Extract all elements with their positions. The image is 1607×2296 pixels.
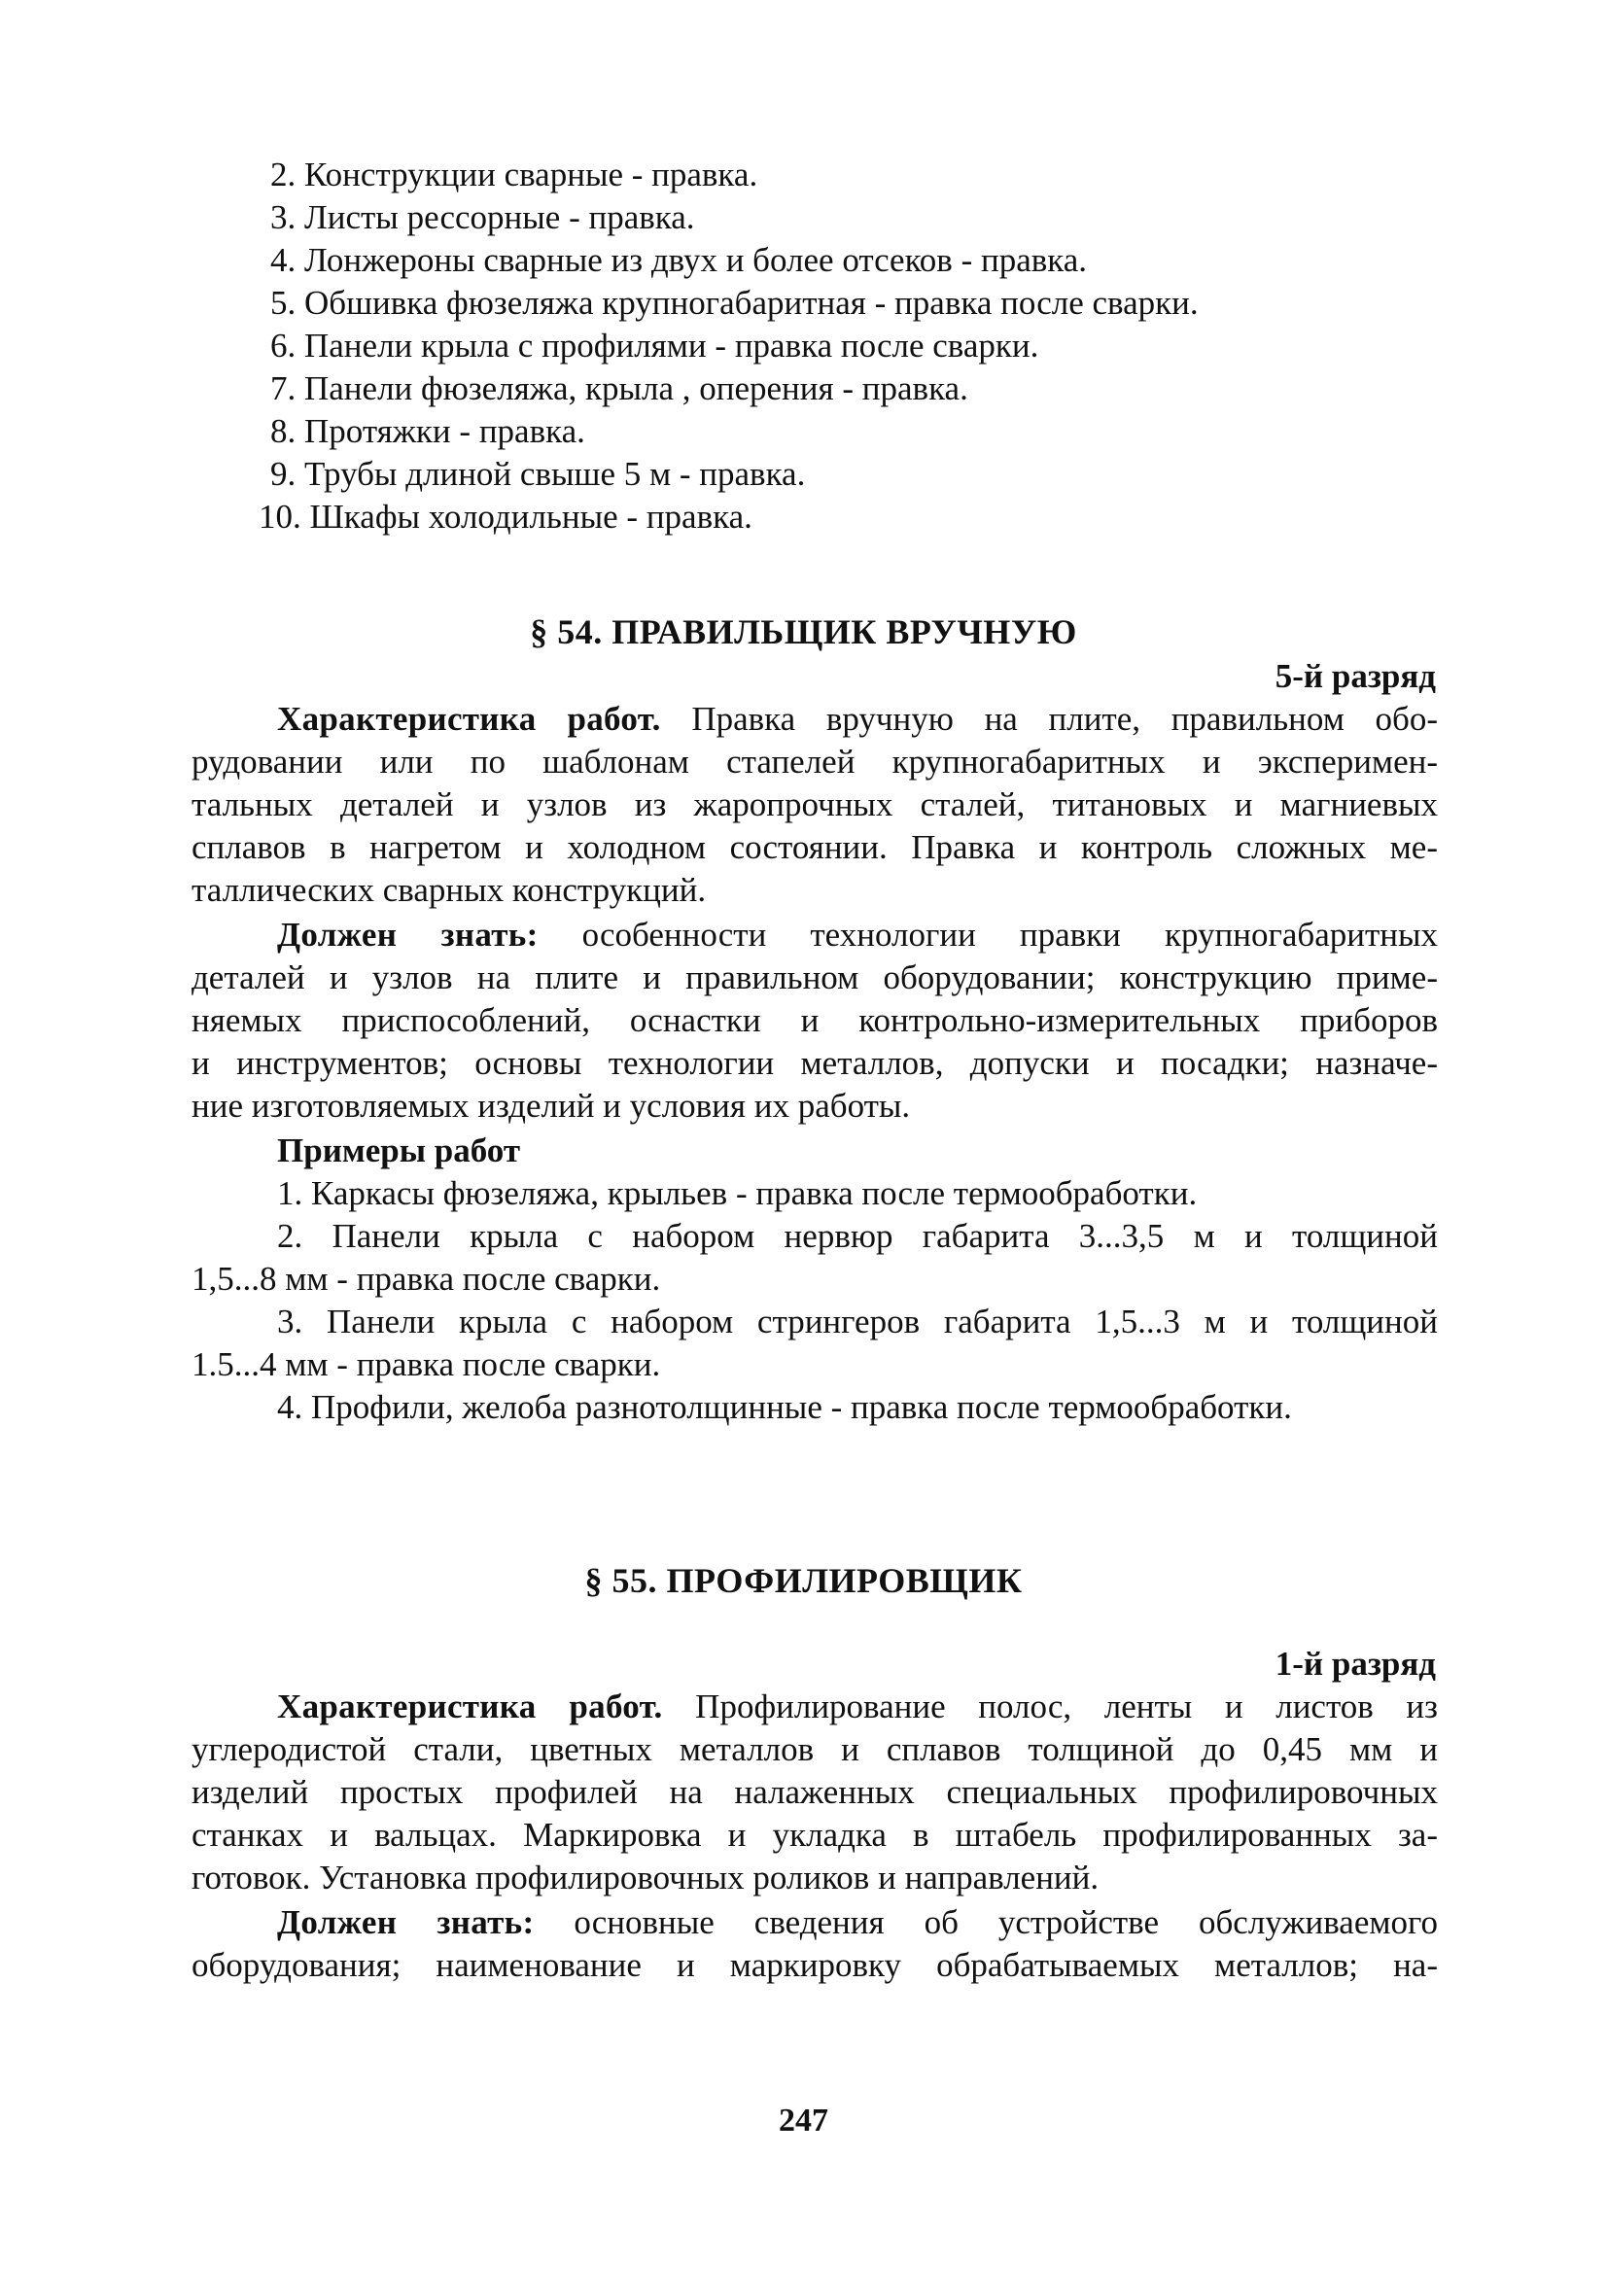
must-know-label: Должен знать:	[277, 1903, 535, 1941]
section-54-grade: 5-й разряд	[1275, 657, 1436, 695]
section-54-characteristics	[192, 698, 1438, 912]
paragraph-text: Профилирование полос, ленты и листов из	[662, 1687, 1438, 1725]
list-item: 1. Каркасы фюзеляжа, крыльев - правка после термообработки.	[277, 1174, 1198, 1212]
paragraph-text: станках и вальцах. Маркировка и укладка в штабель профилированных за-	[192, 1816, 1438, 1854]
paragraph-text: сплавов в нагретом и холодном состоянии. Правка и контроль сложных ме-	[192, 828, 1438, 866]
paragraph-text: и инструментов; основы технологии металлов, допуски и посадки; назначе-	[192, 1044, 1438, 1082]
list-item: 2. Панели крыла с набором нервюр габарита 3...3,5 м и толщиной	[277, 1217, 1438, 1255]
paragraph-text: Правка вручную на плите, правильном обо-	[660, 700, 1438, 738]
paragraph-text: готовок. Установка профилировочных роликов и направлений.	[192, 1859, 1100, 1896]
paragraph-text: ние изготовляемых изделий и условия их работы.	[192, 1087, 911, 1125]
section-55-characteristics	[192, 1686, 1438, 1899]
list-item: 3. Панели крыла с набором стрингеров габарита 1,5...3 м и толщиной	[277, 1303, 1438, 1340]
list-item: 6. Панели крыла с профилями - правка после сварки.	[270, 327, 1039, 365]
list-item: 5. Обшивка фюзеляжа крупногабаритная - правка после сварки.	[270, 284, 1199, 322]
paragraph-text: деталей и узлов на плите и правильном оборудовании; конструкцию приме-	[192, 958, 1438, 996]
section-54-heading: § 54. ПРАВИЛЬЩИК ВРУЧНУЮ	[530, 612, 1077, 651]
list-item: 4. Профили, желоба разнотолщинные - правка после термообработки.	[277, 1388, 1292, 1426]
paragraph-text: оборудования; наименование и маркировку обрабатываемых металлов; на-	[192, 1946, 1438, 1984]
paragraph-text: основные сведения об устройстве обслуживаемого	[534, 1903, 1439, 1941]
examples-heading: Примеры работ	[277, 1131, 521, 1169]
list-item: 7. Панели фюзеляжа, крыла , оперения - правка.	[270, 369, 968, 407]
list-item: 9. Трубы длиной свыше 5 м - правка.	[270, 455, 806, 493]
list-item: 4. Лонжероны сварные из двух и более отсеков - правка.	[270, 241, 1088, 279]
list-item: 2. Конструкции сварные - правка.	[270, 156, 758, 193]
section-55-grade: 1-й разряд	[1275, 1645, 1436, 1683]
paragraph-text: няемых приспособлений, оснастки и контрольно-измерительных приборов	[192, 1001, 1438, 1039]
must-know-label: Должен знать:	[277, 916, 539, 954]
characteristics-label: Характеристика работ.	[277, 700, 661, 738]
top-list	[259, 154, 1340, 539]
paragraph-text: тальных деталей и узлов из жаропрочных сталей, титановых и магниевых	[192, 785, 1438, 823]
paragraph-text: углеродистой стали, цветных металлов и сплавов толщиной до 0,45 мм и	[192, 1730, 1438, 1768]
section-55-heading: § 55. ПРОФИЛИРОВЩИК	[584, 1561, 1023, 1600]
section-55-must-know	[192, 1901, 1438, 1987]
section-54-must-know	[192, 914, 1438, 1128]
paragraph-text: таллических сварных конструкций.	[192, 871, 707, 909]
section-54-examples	[192, 1172, 1438, 1429]
page-number: 247	[779, 2103, 828, 2139]
list-item: 10. Шкафы холодильные - правка.	[259, 498, 752, 536]
list-item: 8. Протяжки - правка.	[270, 412, 585, 450]
list-item: 3. Листы рессорные - правка.	[270, 198, 695, 236]
list-item-continuation: 1.5...4 мм - правка после сварки.	[192, 1345, 661, 1383]
paragraph-text: особенности технологии правки крупногабаритных	[538, 916, 1439, 954]
paragraph-text: изделий простых профилей на налаженных специальных профилировочных	[192, 1773, 1438, 1811]
paragraph-text: рудовании или по шаблонам стапелей крупногабаритных и эксперимен-	[192, 743, 1438, 781]
characteristics-label: Характеристика работ.	[277, 1687, 663, 1725]
list-item-continuation: 1,5...8 мм - правка после сварки.	[192, 1260, 661, 1298]
